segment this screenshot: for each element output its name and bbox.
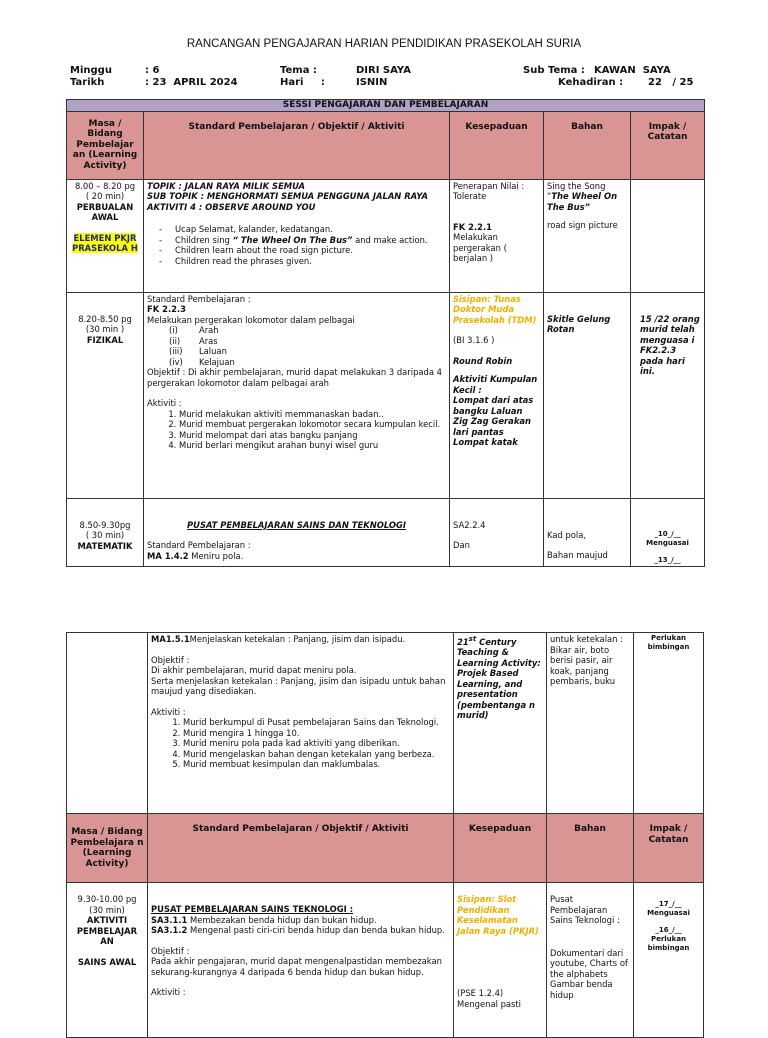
header-kesepaduan: Kesepaduan: [454, 814, 547, 883]
header-standard: Standard Pembelajaran / Objektif / Aktiviti: [148, 814, 454, 883]
bahan-text: road sign picture: [547, 220, 618, 230]
ma-text: Meniru pola.: [188, 550, 244, 561]
ma-code: MA1.5.1: [151, 634, 190, 644]
duration-text: ( 20 min): [85, 191, 125, 201]
header-standard: Standard Pembelajaran / Objektif / Aktiviti: [144, 111, 450, 179]
objektif-text: Objektif : Di akhir pembelajaran, murid dapat melakukan 3 daripada 4 pergerakan lokomotor dalam pelbagai arah: [147, 367, 442, 388]
sisipan-text: Sisipan: Tunas Doktor Muda Prasekolah (TDM): [453, 293, 537, 325]
sa-text: Mengenal pasti ciri-ciri benda hidup dan benda bukan hidup.: [187, 925, 445, 935]
activity-cell: [144, 179, 450, 292]
list-item: [159, 235, 446, 246]
activity-cell: [144, 498, 450, 566]
aktiviti-label: Aktiviti :: [151, 706, 186, 717]
aktiviti-title: AKTIVITI 4 : OBSERVE AROUND YOU: [147, 201, 316, 212]
area-text: AKTIVITI PEMBELAJAR AN: [76, 915, 138, 946]
kesepaduan-cell: [450, 292, 544, 498]
list-num: (iv): [169, 356, 183, 367]
objektif-label: Objektif :: [151, 945, 190, 956]
tema-value: DIRI SAYA: [356, 65, 411, 76]
kes-text: Mengenal pasti: [457, 998, 522, 1009]
row-time-cell: [67, 883, 148, 1038]
impak-cell: [631, 292, 705, 498]
sisipan-text: Sisipan: Slot Pendidikan Keselamatan Jalan Raya (PKJR): [457, 894, 539, 936]
impak-text: 15 /22 orang murid telah menguasa i FK2.2.3 pada hari ini.: [640, 313, 700, 376]
table-row: [67, 179, 705, 292]
bahan-text: untuk ketekalan :: [550, 634, 623, 644]
list-text: Arah: [199, 325, 219, 335]
list-text: Kelajuan: [199, 356, 235, 367]
header-impak: Impak / Catatan: [634, 814, 704, 883]
objektif-text: Serta menjelaskan ketekalan : Panjang, jisim dan isipadu untuk bahan maujud yang disediakan.: [151, 675, 446, 696]
list-item: 4. Murid mengelaskan bahan dengan ketekalan yang berbeza.: [183, 749, 450, 760]
row-time-cell: [67, 633, 148, 814]
impak-label: Perlukan bimbingan: [647, 935, 690, 952]
table-row: [67, 292, 705, 498]
row-time-cell: [67, 179, 144, 292]
kehadiran-label: Kehadiran :: [558, 77, 624, 88]
time-text: 8.50-9.30pg: [79, 519, 131, 530]
impak-count: _17_/__: [655, 900, 682, 908]
hari-label: Hari :: [280, 77, 325, 88]
lesson-table-2: [66, 632, 704, 1038]
kesepaduan-cell: [450, 498, 544, 566]
sa-code: SA3.1.1: [151, 914, 188, 925]
fk-code: FK 2.2.3: [147, 304, 186, 314]
aktiviti-list-text: Lompat dari atas bangku Laluan Zig Zag Gerakan lari pantas Lompat katak: [453, 395, 534, 447]
table-row: [67, 633, 704, 814]
list-item: 2. Murid membuat pergerakan lokomotor secara kumpulan kecil.: [179, 419, 446, 430]
list-item: 4. Murid berlari mengikut arahan bunyi wisel guru: [179, 440, 446, 451]
bahan-cell: [544, 179, 631, 292]
duration-text: ( 30 min): [85, 530, 125, 540]
fk-desc: Melakukan pergerakan lokomotor dalam pelbagai: [147, 314, 355, 325]
area-text: MATEMATIK: [77, 540, 133, 551]
list-text: Aras: [199, 335, 218, 346]
kesepaduan-cell: [454, 883, 547, 1038]
century-text: Century Teaching & Learning Activity: Projek Based Learning, and presentation (pembentanga n murid): [457, 636, 541, 721]
table-row: [67, 883, 704, 1038]
round-robin-text: Round Robin: [453, 355, 513, 366]
header-impak: Impak / Catatan: [631, 111, 705, 179]
ma-text: Menjelaskan ketekalan : Panjang, jisim dan isipadu.: [189, 634, 406, 644]
impak-cell: [631, 498, 705, 566]
impak-label: Menguasai: [646, 538, 689, 547]
list-item: [169, 325, 446, 336]
bi-code: (BI 3.1.6 ): [453, 335, 495, 345]
aktiviti-kumpulan-text: Aktiviti Kumpulan Kecil :: [453, 374, 538, 395]
bahan-text: Dokumentari dari youtube, Charts of the alphabets Gambar benda hidup: [550, 947, 628, 1000]
bahan-text: Kad pola,: [547, 529, 587, 540]
impak-cell: [634, 883, 704, 1038]
topik-text: TOPIK : JALAN RAYA MILIK SEMUA: [147, 180, 306, 191]
sp-label: Standard Pembelajaran :: [147, 293, 251, 304]
objektif-text: Pada akhir pengajaran, murid dapat mengenalpastidan membezakan sekurang-kurangnya 4 daripada 6 benda hidup dan bukan hidup.: [151, 956, 442, 977]
bahan-cell: [547, 883, 634, 1038]
time-text: 8.00 – 8.20 pg: [74, 180, 136, 191]
century-text: 21: [457, 636, 469, 647]
pkjr-element-badge: ELEMEN PKJR PRASEKOLA H: [72, 232, 138, 253]
row-time-cell: [67, 498, 144, 566]
subtema-label: Sub Tema :: [523, 65, 585, 76]
aktiviti-label: Aktiviti :: [151, 987, 186, 997]
duration-text: (30 min): [89, 904, 125, 915]
list-item: - Children read the phrases given.: [159, 256, 446, 267]
impak-label: Perlukan bimbingan: [647, 634, 690, 651]
pusat-title: PUSAT PEMBELAJARAN SAINS DAN TEKNOLOGI: [187, 519, 406, 530]
tarikh-label: Tarikh: [70, 77, 105, 88]
activity-cell: [148, 883, 454, 1038]
minggu-value: : 6: [145, 65, 160, 76]
bahan-cell: [547, 633, 634, 814]
objektif-label: Objektif :: [151, 654, 190, 665]
bahan-text: Bikar air, boto berisi pasir, air koak, panjang pembaris, buku: [550, 644, 616, 686]
list-item: [169, 336, 446, 347]
song-title: “ The Wheel On The Bus”: [232, 234, 353, 245]
list-num: (ii): [169, 335, 181, 346]
activity-cell: [144, 292, 450, 498]
activity-cell: [148, 633, 454, 814]
pse-code: (PSE 1.2.4): [457, 988, 504, 998]
header-kesepaduan: Kesepaduan: [450, 111, 544, 179]
list-num: (i): [169, 325, 178, 335]
bahan-text: Pusat Pembelajaran Sains Teknologi :: [550, 894, 620, 925]
list-item: 3. Murid melompat dari atas bangku panjang: [179, 430, 446, 441]
lesson-table-1: [66, 99, 705, 567]
list-item: - Ucap Selamat, kalander, kedatangan.: [159, 224, 446, 235]
kehadiran-value: 22 / 25: [648, 77, 694, 88]
sa-code: SA3.1.2: [151, 925, 188, 935]
time-text: 9.30-10.00 pg: [77, 894, 137, 904]
subtopik-text: SUB TOPIK : MENGHORMATI SEMUA PENGGUNA JALAN RAYA: [147, 191, 428, 201]
header-bahan: Bahan: [544, 111, 631, 179]
time-text: 8.20-8.50 pg: [78, 313, 132, 324]
kesepaduan-cell: [454, 633, 547, 814]
list-item: 1. Murid melakukan aktiviti memmanaskan badan..: [179, 409, 446, 420]
header-masa: Masa / Bidang Pembelajar an (Learning Activity): [67, 111, 144, 179]
list-item: - Children learn about the road sign picture.: [159, 245, 446, 256]
song-title: The Wheel On The Bus”: [547, 191, 618, 212]
ma-code: MA 1.4.2: [147, 550, 189, 561]
header-bahan: Bahan: [547, 814, 634, 883]
impak-label: Menguasai: [647, 909, 690, 917]
aktiviti-label: Aktiviti :: [147, 398, 182, 408]
area-text: PERBUALAN AWAL: [76, 201, 134, 222]
list-num: (iii): [169, 346, 183, 356]
impak-count: _10_/__: [654, 529, 681, 538]
document-title: RANCANGAN PENGAJARAN HARIAN PENDIDIKAN PRASEKOLAH SURIA: [186, 38, 582, 50]
item-text: and make action.: [352, 234, 428, 245]
pusat-title: PUSAT PEMBELAJARAN SAINS TEKNOLOGI :: [151, 904, 354, 914]
area-text: FIZIKAL: [86, 334, 124, 345]
hari-value: ISNIN: [356, 77, 388, 88]
fk-code: FK 2.2.1: [453, 221, 492, 232]
bahan-cell: [544, 498, 631, 566]
area-text: SAINS AWAL: [77, 956, 137, 967]
item-text: Children sing: [175, 234, 233, 245]
list-item: [169, 346, 446, 357]
list-item: 2. Murid mengira 1 hingga 10.: [183, 728, 450, 739]
sa-code: SA2.2.4: [453, 519, 486, 530]
bahan-cell: [544, 292, 631, 498]
nilai-text: Penerapan Nilai : Tolerate: [453, 180, 525, 201]
impak-count: _13_/__: [654, 555, 681, 564]
list-text: Laluan: [199, 346, 227, 356]
minggu-label: Minggu: [70, 65, 112, 76]
impak-count: _16_/__: [655, 926, 682, 934]
fk-desc: Melakukan pergerakan ( berjalan ): [453, 232, 507, 263]
kes-text: Dan: [453, 540, 470, 550]
bahan-text: Bahan maujud: [547, 550, 608, 560]
table-row: [67, 498, 705, 566]
objektif-text: Di akhir pembelajaran, murid dapat meniru pola.: [151, 665, 357, 675]
sa-text: Membezakan benda hidup dan bukan hidup.: [187, 914, 377, 925]
century-sup: st: [468, 635, 477, 643]
bahan-text: Skitle Gelung Rotan: [547, 313, 611, 334]
duration-text: (30 min ): [85, 324, 125, 334]
kesepaduan-cell: [450, 179, 544, 292]
list-item: [169, 357, 446, 368]
row-time-cell: [67, 292, 144, 498]
subtema-value: KAWAN SAYA: [594, 65, 671, 76]
tarikh-value: : 23 APRIL 2024: [145, 77, 238, 88]
impak-cell: [634, 633, 704, 814]
tema-label: Tema :: [280, 65, 317, 76]
bahan-text: Sing the Song “: [547, 180, 606, 201]
impak-cell: [631, 179, 705, 292]
list-item: 5. Murid membuat kesimpulan dan maklumbalas.: [183, 759, 450, 770]
list-item: 3. Murid meniru pola pada kad aktiviti yang diberikan.: [183, 738, 450, 749]
header-masa: Masa / Bidang Pembelajara n (Learning Activity): [67, 814, 148, 883]
session-header: SESSI PENGAJARAN DAN PEMBELAJARAN: [67, 100, 705, 112]
sp-label: Standard Pembelajaran :: [147, 540, 251, 550]
list-item: 1. Murid berkumpul di Pusat pembelajaran Sains dan Teknologi.: [183, 717, 450, 728]
